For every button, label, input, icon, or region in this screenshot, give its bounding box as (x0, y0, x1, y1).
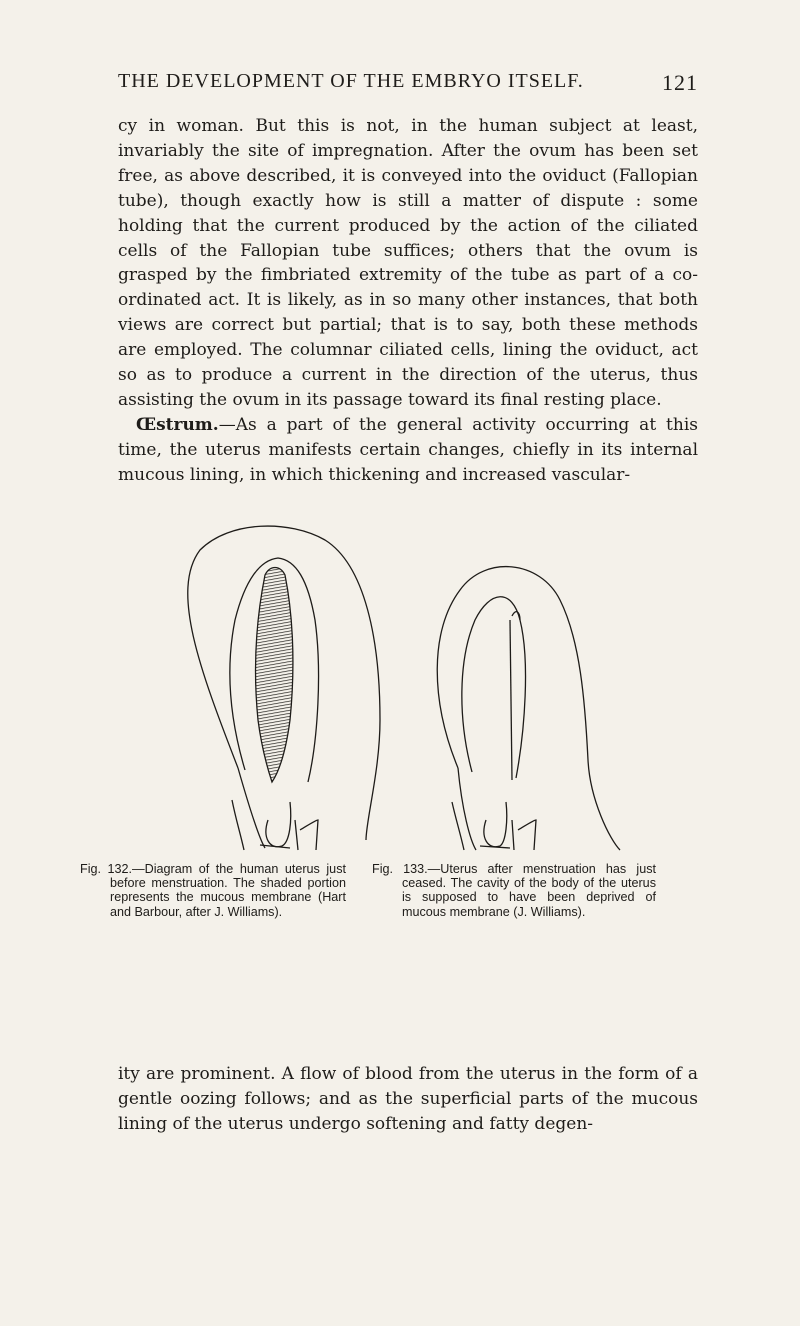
fig133-cervix-os (484, 802, 507, 847)
fig132-cervix-right (295, 820, 318, 850)
fig133-cervix-right (512, 820, 536, 850)
fig133-cervix-left (452, 768, 476, 850)
fig133-inner-wall (462, 597, 526, 778)
oestrum-heading: Œstrum. (136, 414, 219, 435)
oestrum-text: —As a part of the general activity occurring at this time, the uterus manifests certain changes, chiefly in its internal mucous lining, in which thickening and increased vascular- (118, 414, 698, 485)
running-header (118, 70, 698, 98)
figure-133-diagram (437, 567, 620, 850)
body-text-top (118, 114, 698, 488)
paragraph-flow-of-blood: ity are prominent. A flow of blood from the uterus in the form of a gentle oozing follows; and as the superficial parts of the mucous lining of the uterus undergo softening and fatty degen- (118, 1064, 698, 1134)
figure-132-caption: Fig. 132.—Diagram of the human uterus just before menstruation. The shaded portion represents the mucous membrane (Hart and Barbour, after J. Williams). (80, 862, 346, 919)
fig132-cervix-left (232, 768, 265, 850)
body-text-bottom (118, 1062, 698, 1137)
fig132-mucous-membrane (256, 568, 293, 783)
running-title: THE DEVELOPMENT OF THE EMBRYO ITSELF. (118, 70, 584, 92)
paragraph-oestrum (118, 413, 698, 488)
uterus-figures (140, 520, 700, 860)
figure-133-caption: Fig. 133.—Uterus after menstruation has just ceased. The cavity of the body of the uterus is supposed to have been deprived of mucous membrane (J. Williams). (372, 862, 656, 919)
page-number: 121 (662, 70, 698, 95)
paragraph-ovum: cy in woman. But this is not, in the human subject at least, invariably the site of impregnation. After the ovum has been set free, as above described, it is conveyed into the oviduct (Fallopian tube), though exactly how is still a matter of dispute : some holding that the current produced by the action of the ciliated cells of the Fallopian tube suffices; others that the ovum is grasped by the fimbriated extremity of the tube as part of a co-ordinated act. It is likely, as in so many other instances, that both views are correct but partial; that is to say, both these methods are employed. The columnar ciliated cells, lining the oviduct, act so as to produce a current in the direction of the uterus, thus assisting the ovum in its passage toward its final resting place. (118, 116, 698, 410)
fig133-cavity-left (510, 620, 512, 780)
figure-132-diagram (188, 526, 380, 850)
fig132-cervix-os (266, 802, 291, 847)
fig133-outer-wall (437, 567, 620, 850)
